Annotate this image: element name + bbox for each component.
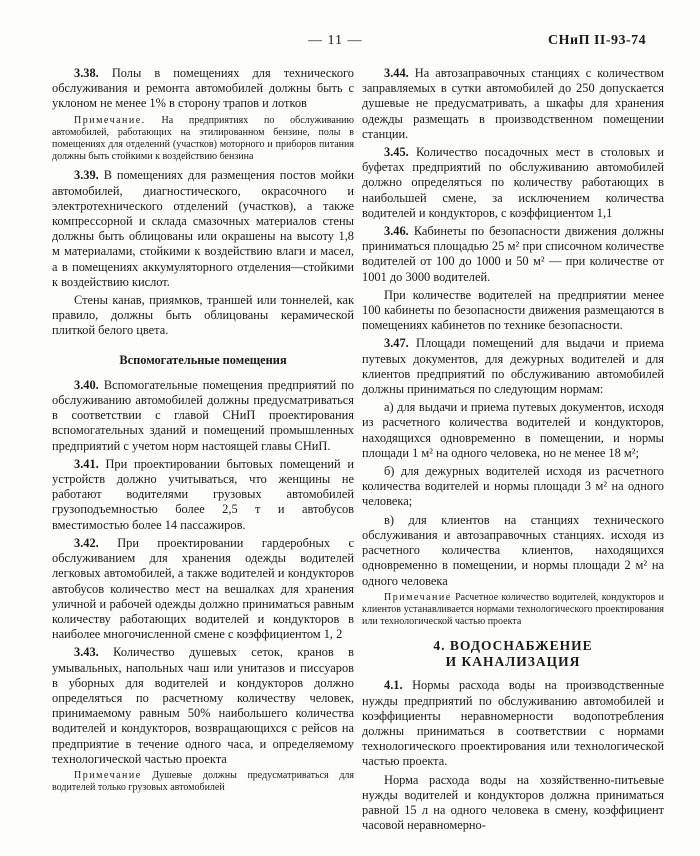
paragraph-3-43: 3.43. Количество душевых сеток, кранов в умывальных, напольных чаш или унитазов и писсуаров в уборных для водителей и кондукторов должно определяться по расчетному количеству человек, принимаемому равным 50% наибольшего количества водителей и кондукторов, возвращающихся с рейсов на предприятие в течение одного часа, и определяемому технологической частью проекта <box>52 645 354 766</box>
paragraph-3-40: 3.40. Вспомогательные помещения предприятий по обслуживанию автомобилей должны предусматриваться в соответствии с главой СНиП проектирования вспомогательных зданий и помещений промышленных предприятий с учетом норм настоящей главы СНиП. <box>52 377 354 453</box>
section-heading-water-supply <box>362 638 664 670</box>
paragraph-3-39-cont: Стены канав, приямков, траншей или тоннелей, как правило, должны быть облицованы керамической плиткой белого цвета. <box>52 293 354 338</box>
paragraph-4-1: 4.1. Нормы расхода воды на производственные нужды предприятий по обслуживанию автомобилей и коэффициенты неравномерности водопотребления должны приниматься в соответствии с нормами технологического проектирования или технологической частью проекта. <box>362 678 664 769</box>
note-3-43: Примечание Душевые должны предусматриваться для водителей только грузовых автомобилей <box>52 769 354 794</box>
section-heading-line-1: 4. ВОДОСНАБЖЕНИЕ <box>433 638 593 654</box>
paragraph-3-41: 3.41. При проектировании бытовых помещений и устройств должно учитываться, что женщины не работают водителями грузовых автомобилей грузоподъемностью более 2,5 т и автобусов вместимостью более 14 пассажиров. <box>52 456 354 532</box>
page-number: — 11 — <box>308 33 363 48</box>
paragraph-3-47-c: в) для клиентов на станциях технического обслуживания и автозаправочных станциях. исходя из расчетного количества клиентов, находящихся одновременно в помещении, и нормы площади 2 м² на одного человека <box>362 512 664 588</box>
paragraph-4-1-cont: Норма расхода воды на хозяйственно-питьевые нужды водителей и кондукторов должна приниматься равной 15 л на одного человека в смену, коэффициент часовой неравномерно- <box>362 772 664 833</box>
note-3-47: Примечание Расчетное количество водителей, кондукторов и клиентов устанавливается нормами технологического проектирования или технологической частью проекта <box>362 591 664 628</box>
paragraph-3-39: 3.39. В помещениях для размещения постов мойки автомобилей, диагностического, окрасочного и электротехнического отделений (участков), а также компрессорной и склада смазочных материалов стены должны быть облицованы или окрашены на высоту 1,8 м материалами, стойкими к воздействию влаги и масел, а в помещениях аккумуляторного отделения—стойкими к воздействию кислот. <box>52 168 354 289</box>
paragraph-3-47-a: а) для выдачи и приема путевых документов, исходя из расчетного количества водителей и кондукторов, находящихся одновременно в помещении, и нормы площади 1 м² на одного человека, но не менее 18 м²; <box>362 400 664 460</box>
paragraph-3-46: 3.46. Кабинеты по безопасности движения должны приниматься площадью 25 м² при списочном количестве водителей от 100 до 1000 и 50 м² — при количестве от 1001 до 3000 водителей. <box>362 224 664 284</box>
document-code: СНиП II-93-74 <box>548 33 647 48</box>
paragraph-3-47-b: б) для дежурных водителей исходя из расчетного количества водителей и нормы площади 3 м² на одного человека; <box>362 464 664 509</box>
paragraph-3-42: 3.42. При проектировании гардеробных с обслуживанием для хранения одежды водителей легковых автомобилей, а также водителей и кондукторов автобусов количество мест на вешалках для хранения уличной и рабочей одежды должно приниматься равным количеству работающих водителей и кондукторов в наиболее многочисленной смене с коэффициентом 1, 2 <box>52 535 354 642</box>
left-column <box>52 66 354 799</box>
paragraph-3-38: 3.38. Полы в помещениях для технического обслуживания и ремонта автомобилей должны быть с уклоном не менее 1% в сторону трапов и лотков <box>52 66 354 111</box>
note-3-38: Примечание. На предприятиях по обслуживанию автомобилей, работающих на этилированном бензине, полы в помещениях для отделений (участков) моторного и приборов питания должны быть стойкими к воздействию бензина <box>52 114 354 163</box>
section-heading-line-2: И КАНАЛИЗАЦИЯ <box>445 654 581 670</box>
paragraph-3-44: 3.44. На автозаправочных станциях с количеством заправляемых в сутки автомобилей до 250 допускается душевые не предусматривать, а шкафы для хранения одежды размещать в производственном помещении станции. <box>362 66 664 141</box>
paragraph-3-46-cont: При количестве водителей на предприятии менее 100 кабинеты по безопасности движения размещаются в помещениях кабинетов по технике безопасности. <box>362 287 664 333</box>
paragraph-3-45: 3.45. Количество посадочных мест в столовых и буфетах предприятий по обслуживанию автомобилей должно определяться по количеству работающих в наибольшей смене, за исключением количества водителей и кондукторов, с коэффициентом 1,1 <box>362 145 664 220</box>
paragraph-3-47: 3.47. Площади помещений для выдачи и приема путевых документов, для дежурных водителей и для клиентов предприятий по обслуживанию автомобилей должны приниматься по следующим нормам: <box>362 336 664 397</box>
subheading-auxiliary-rooms: Вспомогательные помещения <box>119 352 287 367</box>
right-column <box>362 66 664 836</box>
page-header <box>0 33 700 53</box>
